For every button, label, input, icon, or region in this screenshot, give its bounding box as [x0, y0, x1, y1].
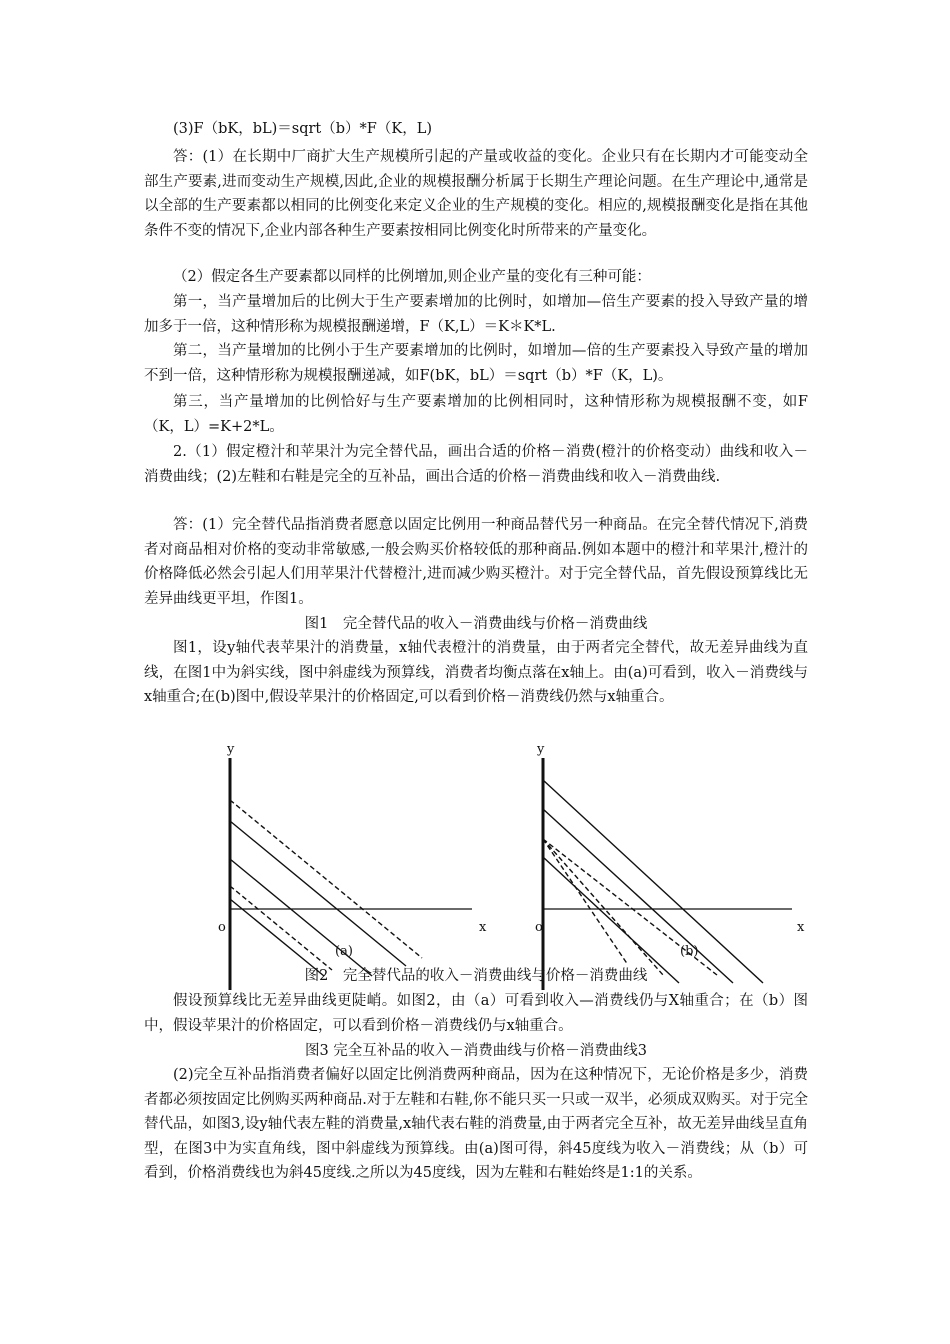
substitutes-figure — [200, 738, 820, 990]
paragraph-complements: (2)完全互补品指消费者偏好以固定比例消费两种商品，因为在这种情况下，无论价格是多少，消费者都必须按固定比例购买两种商品.对于左鞋和右鞋,你不能只买一只或一双半，必须成双购买。对于完全替代品，如图3,设y轴代表左鞋的消费量,x轴代表右鞋的消费量,由于两者完全互补，故无差异曲线呈直角型，在图3中为实直角线，图中斜虚线为预算线。由(a)图可得，斜45度线为收入－消费线；从（b）可看到，价格消费线也为斜45度线.之所以为45度线，因为左鞋和右鞋始终是1:1的关系。 — [144, 1067, 808, 1181]
origin-label-a: o — [218, 920, 226, 935]
figure-1-caption: 图1 完全替代品的收入－消费曲线与价格－消费曲线 — [304, 616, 648, 632]
paragraph-answer-1: 答：(1）在长期中厂商扩大生产规模所引起的产量或收益的变化。企业只有在长期内才可能变动全部生产要素,进而变动生产规模,因此,企业的规模报酬分析属于长期生产理论问题。在生产理论中,通常是以全部的生产要素都以相同的比例变化来定义企业的生产规模的变化。相应的,规模报酬变化是指在其他条件不变的情况下,企业内部各种生产要素按相同比例变化时所带来的产量变化。 — [144, 149, 808, 239]
paragraph-figure-1-explanation: 图1，设y轴代表苹果汁的消费量，x轴代表橙汁的消费量，由于两者完全替代，故无差异曲线为直线，在图1中为斜实线，图中斜虚线为预算线，消费者均衡点落在x轴上。由(a)可看到，收入－消费线与x轴重合;在(b)图中,假设苹果汁的价格固定,可以看到价格－消费线仍然与x轴重合。 — [144, 640, 808, 705]
figure-3-caption: 图3 完全互补品的收入－消费曲线与价格－消费曲线3 — [304, 1043, 648, 1059]
indifference-line-a2 — [230, 859, 372, 976]
indifference-line-a1 — [230, 821, 406, 966]
panel-a — [218, 742, 487, 990]
panel-tag-b: (b) — [680, 944, 699, 959]
paragraph-answer-2: （2）假定各生产要素都以同样的比例增加,则企业产量的变化有三种可能： — [173, 269, 651, 285]
paragraph-decreasing-returns: 第二，当产量增加的比例小于生产要素增加的比例时，如增加—倍的生产要素投入导致产量的增加不到一倍，这种情形称为规模报酬递减，如F(bK，bL）＝sqrt（b）*F（K，L)。 — [144, 343, 808, 384]
indifference-line-b1 — [543, 780, 763, 983]
figure-2-caption: 图2 完全替代品的收入－消费曲线与价格－消费曲线 — [304, 968, 648, 984]
paragraph-formula-3: (3)F（bK，bL)＝sqrt（b）*F（K，L) — [173, 121, 432, 137]
indifference-line-b2 — [543, 809, 733, 983]
paragraph-constant-returns: 第三，当产量增加的比例恰好与生产要素增加的比例相同时，这种情形称为规模报酬不变，如F（K，L）=K+2*L。 — [144, 394, 808, 435]
paragraph-answer-substitutes: 答：(1）完全替代品指消费者愿意以固定比例用一种商品替代另一种商品。在完全替代情况下,消费者对商品相对价格的变动非常敏感,一般会购买价格较低的那种商品.例如本题中的橙汁和苹果汁,橙汁的价格降低必然会引起人们用苹果汁代替橙汁,进而减少购买橙汁。对于完全替代品，首先假设预算线比无差异曲线更平坦，作图1。 — [144, 517, 808, 607]
budget-line-b3 — [543, 839, 628, 965]
paragraph-question-2: 2.（1）假定橙汁和苹果汁为完全替代品，画出合适的价格－消费(橙汁的价格变动）曲线和收入－消费曲线；(2)左鞋和右鞋是完全的互补品，画出合适的价格－消费曲线和收入－消费曲线. — [144, 444, 808, 485]
panel-tag-a: (a) — [335, 944, 353, 959]
paragraph-increasing-returns: 第一，当产量增加后的比例大于生产要素增加的比例时，如增加—倍生产要素的投入导致产量的增加多于一倍，这种情形称为规模报酬递增，F（K,L）＝K＊K*L. — [144, 294, 808, 335]
budget-line-a1 — [230, 800, 422, 958]
budget-line-a2 — [230, 886, 332, 970]
budget-line-b2 — [543, 839, 663, 975]
paragraph-figure-2-explanation: 假设预算线比无差异曲线更陡峭。如图2，由（a）可看到收入—消费线仍与X轴重合；在（b）图中，假设苹果汁的价格固定，可以看到价格－消费线仍与x轴重合。 — [144, 993, 808, 1034]
origin-label-b: o — [535, 920, 543, 935]
y-axis-label-a: y — [227, 742, 235, 757]
x-axis-label-a: x — [479, 920, 487, 935]
panel-b — [535, 742, 805, 990]
y-axis-label-b: y — [537, 742, 545, 757]
x-axis-label-b: x — [797, 920, 805, 935]
